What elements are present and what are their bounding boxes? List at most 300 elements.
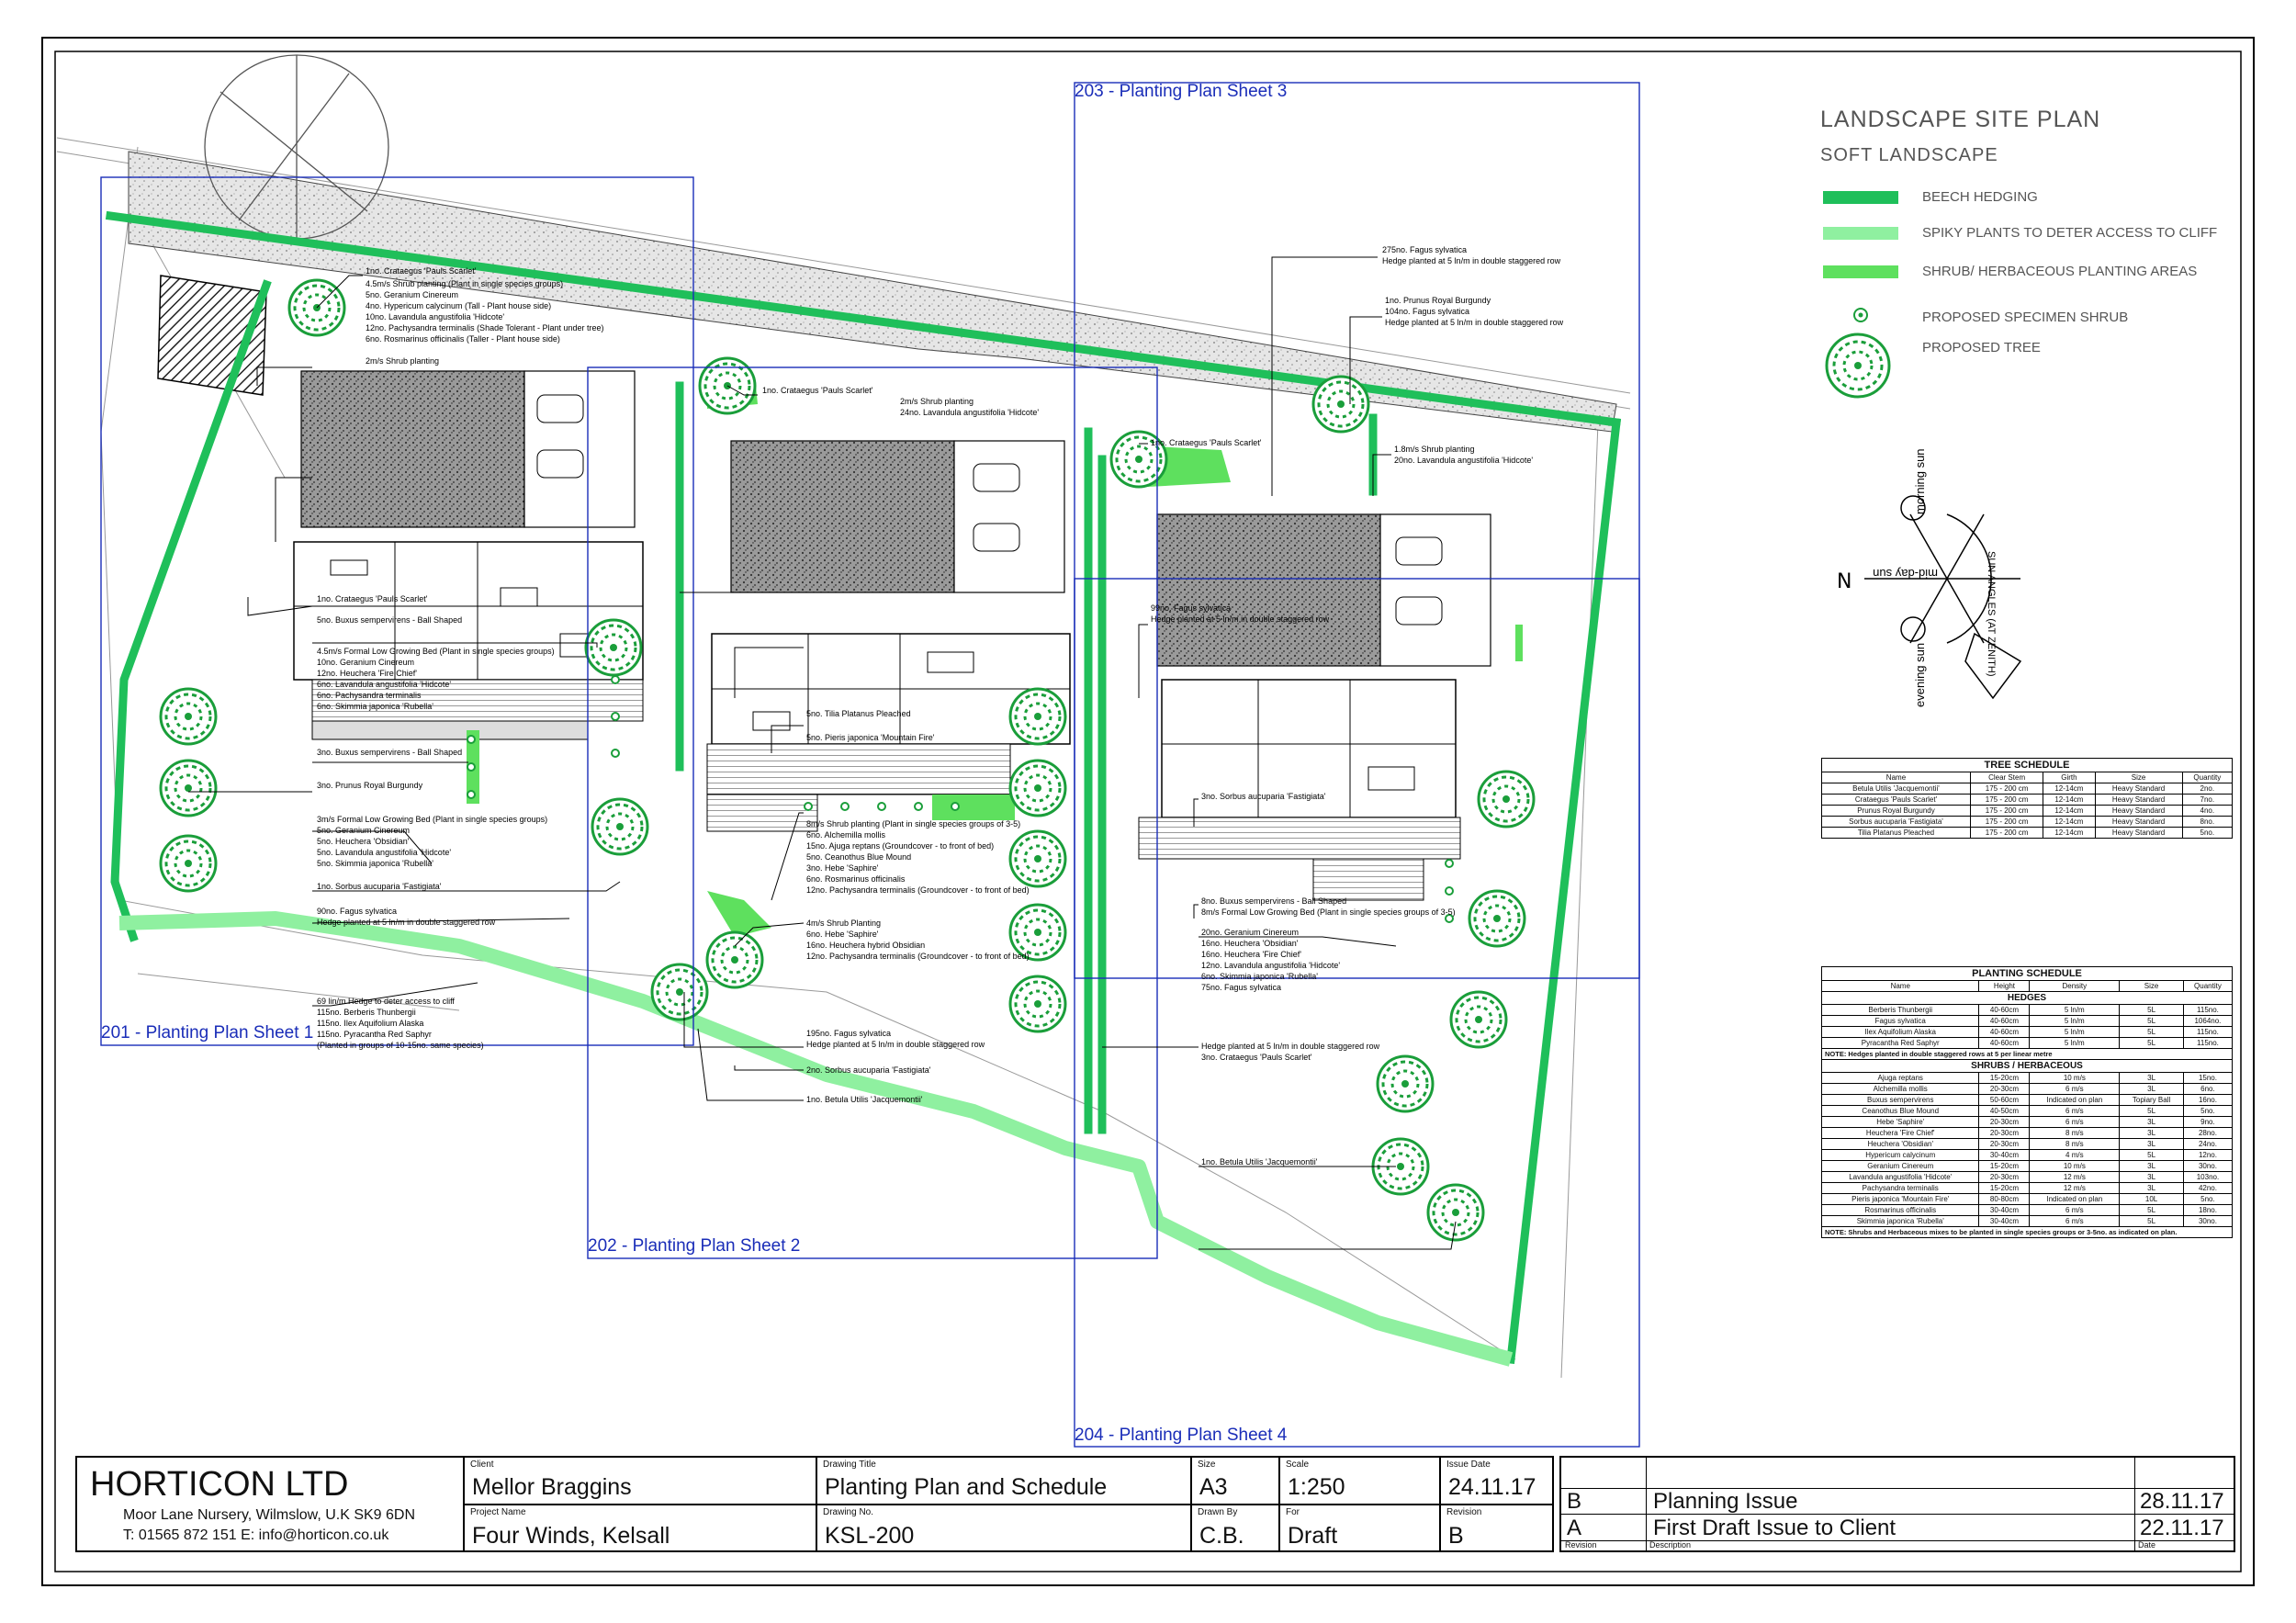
table-cell: 115no.: [2183, 1027, 2232, 1038]
column-header: Size: [2095, 772, 2182, 783]
table-row: [1822, 828, 2233, 839]
issue-date-cell: [1439, 1458, 1552, 1505]
table-row: [1822, 1216, 2233, 1227]
table-cell: 4no.: [2182, 806, 2232, 817]
plant-annotation: 1.8m/s Shrub planting: [1394, 445, 1475, 454]
table-cell: 20-30cm: [1979, 1128, 2030, 1139]
plant-annotation: 6no. Pachysandra terminalis: [317, 691, 422, 700]
table-cell: 30-40cm: [1979, 1205, 2030, 1216]
project-cell: [463, 1505, 816, 1552]
tree-schedule-title: TREE SCHEDULE: [1822, 759, 2233, 772]
plant-annotation: 10no. Geranium Cinereum: [317, 658, 415, 667]
scale-label: Scale: [1286, 1460, 1310, 1470]
column-header: Size: [2120, 981, 2184, 992]
drawn-by-cell: [1190, 1505, 1278, 1552]
tree-icon: [1823, 331, 1898, 404]
table-row: [1822, 806, 2233, 817]
table-cell: Buxus sempervirens: [1822, 1095, 1979, 1106]
table-row: [1822, 1128, 2233, 1139]
table-cell: Pyracantha Red Saphyr: [1822, 1038, 1979, 1049]
plant-annotation: 6no. Rosmarinus officinalis: [806, 874, 906, 884]
plant-annotation: 12no. Heuchera 'Fire Chief': [317, 669, 417, 678]
plant-annotation: 5no. Geranium Cinereum: [366, 290, 459, 299]
table-cell: 20-30cm: [1979, 1172, 2030, 1183]
column-header: Girth: [2043, 772, 2095, 783]
table-cell: 40-60cm: [1979, 1016, 2030, 1027]
plant-annotation: 12no. Pachysandra terminalis (Shade Tolerant - Plant under tree): [366, 323, 604, 332]
table-cell: 42no.: [2183, 1183, 2232, 1194]
table-cell: Pachysandra terminalis: [1822, 1183, 1979, 1194]
table-cell: 10 m/s: [2030, 1073, 2120, 1084]
plant-annotation: 10no. Lavandula angustifolia 'Hidcote': [366, 312, 505, 321]
table-cell: Alchemilla mollis: [1822, 1084, 1979, 1095]
plant-annotation: 6no. Hebe 'Saphire': [806, 930, 879, 939]
plant-annotation: 3m/s Formal Low Growing Bed (Plant in single species groups): [317, 815, 548, 824]
plant-annotation: 3no. Crataegus 'Pauls Scarlet': [1201, 1053, 1312, 1062]
table-cell: Ajuga reptans: [1822, 1073, 1979, 1084]
plant-annotation: 6no. Rosmarinus officinalis (Taller - Plant house side): [366, 334, 560, 344]
table-cell: 20-30cm: [1979, 1084, 2030, 1095]
table-cell: 175 - 200 cm: [1970, 828, 2043, 839]
column-header: Name: [1822, 981, 1979, 992]
table-cell: 12-14cm: [2043, 817, 2095, 828]
table-cell: 175 - 200 cm: [1970, 817, 2043, 828]
table-cell: 8 m/s: [2030, 1139, 2120, 1150]
table-cell: 4 m/s: [2030, 1150, 2120, 1161]
table-cell: Topiary Ball: [2120, 1095, 2184, 1106]
table-cell: 16no.: [2183, 1095, 2232, 1106]
table-cell: Pieris japonica 'Mountain Fire': [1822, 1194, 1979, 1205]
plant-annotation: 4no. Hypericum calycinum (Tall - Plant house side): [366, 301, 552, 310]
table-row: [1822, 1139, 2233, 1150]
plant-annotation: 1no. Crataegus 'Pauls Scarlet': [1151, 438, 1262, 447]
table-row: [1822, 1016, 2233, 1027]
legend-label: PROPOSED TREE: [1922, 340, 2041, 355]
table-row: [1822, 795, 2233, 806]
plant-annotation: 104no. Fagus sylvatica: [1385, 307, 1470, 316]
title-block: [75, 1456, 1554, 1552]
plant-annotation: Hedge planted at 5 ln/m in double staggered row: [1385, 318, 1564, 327]
table-cell: Heavy Standard: [2095, 806, 2182, 817]
table-cell: 3L: [2120, 1172, 2184, 1183]
table-cell: 40-60cm: [1979, 1027, 2030, 1038]
plant-annotation: 275no. Fagus sylvatica: [1382, 245, 1468, 254]
drawn-by-label: Drawn By: [1198, 1507, 1238, 1517]
table-cell: 12-14cm: [2043, 806, 2095, 817]
scale-cell: [1278, 1458, 1439, 1505]
plant-annotation: 6no. Alchemilla mollis: [806, 830, 886, 840]
table-cell: 6 m/s: [2030, 1106, 2120, 1117]
table-cell: Lavandula angustifolia 'Hidcote': [1822, 1172, 1979, 1183]
table-cell: 1064no.: [2183, 1016, 2232, 1027]
table-row: [1822, 783, 2233, 795]
table-cell: 6no.: [2183, 1084, 2232, 1095]
for-cell: [1278, 1505, 1439, 1552]
plant-annotation: 5no. Pieris japonica 'Mountain Fire': [806, 733, 935, 742]
table-cell: 6 m/s: [2030, 1084, 2120, 1095]
plant-annotation: 6no. Skimmia japonica 'Rubella': [1201, 972, 1319, 981]
column-header: Clear Stem: [1970, 772, 2043, 783]
sheet-label-1: 201 - Planting Plan Sheet 1: [101, 1023, 314, 1043]
table-cell: Indicated on plan: [2030, 1095, 2120, 1106]
legend-item-beech-hedging: [1823, 189, 2038, 205]
table-cell: 30-40cm: [1979, 1216, 2030, 1227]
plant-annotation: Hedge planted at 5 ln/m in double staggered row: [806, 1040, 985, 1049]
plant-annotation: 4.5m/s Formal Low Growing Bed (Plant in single species groups): [317, 647, 555, 656]
plant-annotation: 5no. Lavandula angustifolia 'Hidcote': [317, 848, 452, 857]
table-cell: 3L: [2120, 1183, 2184, 1194]
column-header: Name: [1822, 772, 1971, 783]
table-cell: 175 - 200 cm: [1970, 806, 2043, 817]
plant-annotation: 20no. Geranium Cinereum: [1201, 928, 1300, 937]
plant-annotation: 6no. Skimmia japonica 'Rubella': [317, 702, 434, 711]
legend-label: SHRUB/ HERBACEOUS PLANTING AREAS: [1922, 264, 2198, 279]
planting-schedule-title: PLANTING SCHEDULE: [1822, 967, 2233, 981]
evening-sun-label: evening sun: [1913, 642, 1927, 707]
column-header: Quantity: [2183, 981, 2232, 992]
revision-value: B: [1448, 1523, 1464, 1549]
table-row: [1822, 1073, 2233, 1084]
table-row: [1822, 1205, 2233, 1216]
table-cell: Prunus Royal Burgundy: [1822, 806, 1971, 817]
issue-date-value: 24.11.17: [1448, 1474, 1536, 1500]
table-cell: Berberis Thunbergii: [1822, 1005, 1979, 1016]
morning-sun-label: morning sun: [1913, 448, 1927, 514]
table-row: [1822, 1095, 2233, 1106]
plant-annotation: 2m/s Shrub planting: [900, 397, 974, 406]
plant-annotation: 3no. Prunus Royal Burgundy: [317, 781, 423, 790]
plant-annotation: 5no. Skimmia japonica 'Rubella': [317, 859, 434, 868]
table-cell: 175 - 200 cm: [1970, 783, 2043, 795]
plant-annotation: 8no. Buxus sempervirens - Ball Shaped: [1201, 896, 1347, 906]
table-cell: 20-30cm: [1979, 1117, 2030, 1128]
date-header: Date: [2138, 1540, 2156, 1550]
table-cell: 5L: [2120, 1016, 2184, 1027]
table-cell: 3L: [2120, 1117, 2184, 1128]
plant-annotation: 1no. Crataegus 'Pauls Scarlet': [317, 594, 428, 603]
revision-description: Planning Issue: [1653, 1489, 1798, 1514]
revision-code: B: [1567, 1489, 1582, 1514]
table-cell: Heuchera 'Obsidian': [1822, 1139, 1979, 1150]
plant-annotation: 4m/s Shrub Planting: [806, 919, 882, 928]
table-row: [1822, 1005, 2233, 1016]
sheet-label-4: 204 - Planting Plan Sheet 4: [1075, 1426, 1288, 1445]
company-name: HORTICON LTD: [90, 1465, 349, 1504]
table-cell: 12-14cm: [2043, 795, 2095, 806]
plant-annotation: 2no. Sorbus aucuparia 'Fastigiata': [806, 1065, 931, 1075]
plant-annotation: 5no. Ceanothus Blue Mound: [806, 852, 912, 862]
table-cell: 6 m/s: [2030, 1216, 2120, 1227]
table-cell: 5L: [2120, 1038, 2184, 1049]
table-cell: 12-14cm: [2043, 783, 2095, 795]
table-cell: 6 m/s: [2030, 1205, 2120, 1216]
table-cell: 12no.: [2183, 1150, 2232, 1161]
table-cell: 28no.: [2183, 1128, 2232, 1139]
plant-annotation: 99no. Fagus sylvatica: [1151, 603, 1232, 613]
table-cell: 5 ln/m: [2030, 1027, 2120, 1038]
shrubs-note: NOTE: Shrubs and Herbaceous mixes to be planted in single species groups or 3-5no. as indicated on plan.: [1822, 1227, 2233, 1238]
drawing-title-cell: [816, 1458, 1190, 1505]
revision-date: 28.11.17: [2140, 1489, 2224, 1514]
drawing-no-value: KSL-200: [825, 1523, 915, 1549]
drawing-title-value: Planting Plan and Schedule: [825, 1474, 1108, 1500]
table-cell: 10L: [2120, 1194, 2184, 1205]
table-cell: 24no.: [2183, 1139, 2232, 1150]
table-cell: 5 ln/m: [2030, 1016, 2120, 1027]
table-cell: 80-80cm: [1979, 1194, 2030, 1205]
table-cell: Ceanothus Blue Mound: [1822, 1106, 1979, 1117]
plant-annotation: Hedge planted at 5 ln/m in double staggered row: [1201, 1042, 1380, 1051]
hedges-note: NOTE: Hedges planted in double staggered rows at 5 per linear metre: [1822, 1049, 2233, 1060]
sheet-label-2: 202 - Planting Plan Sheet 2: [588, 1236, 801, 1256]
plant-annotation: 115no. Ilex Aquifolium Alaska: [317, 1019, 424, 1028]
table-cell: Betula Utilis 'Jacquemontii': [1822, 783, 1971, 795]
table-cell: 30-40cm: [1979, 1150, 2030, 1161]
plant-annotation: (Planted in groups of 10-15no. same species): [317, 1041, 484, 1050]
plant-annotation: 195no. Fagus sylvatica: [806, 1029, 892, 1038]
plant-annotation: 8m/s Shrub planting (Plant in single species groups of 3-5): [806, 819, 1021, 828]
table-row: [1822, 1117, 2233, 1128]
table-cell: 5no.: [2183, 1194, 2232, 1205]
hedges-subheader: HEDGES: [1822, 992, 2233, 1005]
drawing-no-cell: [816, 1505, 1190, 1552]
revision-cell: [1439, 1505, 1552, 1552]
plant-annotation: 6no. Lavandula angustifolia 'Hidcote': [317, 680, 452, 689]
plant-annotation: 115no. Berberis Thunbergii: [317, 1008, 416, 1017]
project-value: Four Winds, Kelsall: [472, 1523, 670, 1549]
revision-table: [1559, 1456, 2235, 1552]
table-row: [1822, 1106, 2233, 1117]
issue-date-label: Issue Date: [1446, 1460, 1491, 1470]
revision-description: First Draft Issue to Client: [1653, 1516, 1896, 1540]
plant-annotation: 5no. Tilia Platanus Pleached: [806, 709, 911, 718]
table-cell: 30no.: [2183, 1161, 2232, 1172]
table-cell: Hypericum calycinum: [1822, 1150, 1979, 1161]
table-cell: Heavy Standard: [2095, 817, 2182, 828]
plant-annotation: 3no. Buxus sempervirens - Ball Shaped: [317, 748, 463, 757]
shrub-band-icon: [1823, 265, 1898, 278]
client-value: Mellor Braggins: [472, 1474, 632, 1500]
table-cell: Skimmia japonica 'Rubella': [1822, 1216, 1979, 1227]
table-row: [1822, 1194, 2233, 1205]
plant-annotation: 5no. Heuchera 'Obsidian': [317, 837, 410, 846]
table-cell: Fagus sylvatica: [1822, 1016, 1979, 1027]
revision-row: [1561, 1488, 2234, 1515]
plant-annotation: 12no. Lavandula angustifolia 'Hidcote': [1201, 961, 1341, 970]
plant-annotation: 4.5m/s Shrub planting (Plant in single species groups): [366, 279, 564, 288]
midday-sun-label: mid-day sun: [1873, 567, 1938, 580]
drawn-by-value: C.B.: [1199, 1523, 1244, 1549]
table-cell: 8no.: [2182, 817, 2232, 828]
table-cell: 7no.: [2182, 795, 2232, 806]
table-cell: Ilex Aquifolium Alaska: [1822, 1027, 1979, 1038]
table-row: [1822, 1172, 2233, 1183]
table-row: [1822, 1161, 2233, 1172]
shrubs-subheader: SHRUBS / HERBACEOUS: [1822, 1060, 2233, 1073]
plant-annotation: 16no. Heuchera hybrid Obsidian: [806, 941, 926, 950]
table-cell: 30no.: [2183, 1216, 2232, 1227]
table-row: [1822, 817, 2233, 828]
plant-annotation: 3no. Sorbus aucuparia 'Fastigiata': [1201, 792, 1326, 801]
plant-annotation: 1no. Betula Utilis 'Jacquemontii': [1201, 1157, 1318, 1167]
table-row: [1822, 1150, 2233, 1161]
table-cell: 103no.: [2183, 1172, 2232, 1183]
table-cell: Sorbus aucuparia 'Fastigiata': [1822, 817, 1971, 828]
table-cell: 5 ln/m: [2030, 1038, 2120, 1049]
for-value: Draft: [1288, 1523, 1338, 1549]
legend-subtitle: SOFT LANDSCAPE: [1820, 145, 1998, 165]
table-cell: 3L: [2120, 1073, 2184, 1084]
plant-annotation: 75no. Fagus sylvatica: [1201, 983, 1282, 992]
plant-annotation: 5no. Geranium Cinereum: [317, 826, 411, 835]
column-header: Height: [1979, 981, 2030, 992]
table-cell: 5L: [2120, 1216, 2184, 1227]
scale-value: 1:250: [1288, 1474, 1345, 1500]
table-cell: 5L: [2120, 1005, 2184, 1016]
table-cell: 5L: [2120, 1027, 2184, 1038]
plant-annotation: 1no. Crataegus 'Pauls Scarlet': [366, 266, 477, 276]
table-cell: 3L: [2120, 1084, 2184, 1095]
company-address: Moor Lane Nursery, Wilmslow, U.K SK9 6DN: [123, 1507, 416, 1523]
plant-annotation: 3no. Hebe 'Saphire': [806, 863, 879, 873]
plant-annotation: 1no. Prunus Royal Burgundy: [1385, 296, 1491, 305]
plant-annotation: Hedge planted at 5 ln/m in double staggered row: [1382, 256, 1561, 265]
plant-annotation: 16no. Heuchera 'Fire Chief': [1201, 950, 1301, 959]
table-cell: Crataegus 'Pauls Scarlet': [1822, 795, 1971, 806]
table-cell: 8 m/s: [2030, 1128, 2120, 1139]
legend-title: LANDSCAPE SITE PLAN: [1820, 107, 2101, 132]
table-cell: 18no.: [2183, 1205, 2232, 1216]
legend-label: SPIKY PLANTS TO DETER ACCESS TO CLIFF: [1922, 225, 2218, 241]
light-green-band-icon: [1823, 227, 1898, 240]
table-cell: Rosmarinus officinalis: [1822, 1205, 1979, 1216]
table-cell: 3L: [2120, 1161, 2184, 1172]
plant-annotation: 5no. Buxus sempervirens - Ball Shaped: [317, 615, 463, 625]
plant-annotation: 12no. Pachysandra terminalis (Groundcover - to front of bed): [806, 952, 1030, 961]
drawing-no-label: Drawing No.: [823, 1507, 874, 1517]
table-cell: 115no.: [2183, 1038, 2232, 1049]
sun-angles-label: SUN ANGLES (AT ZENITH): [1986, 551, 1997, 677]
table-cell: 3L: [2120, 1139, 2184, 1150]
plant-annotation: Hedge planted at 5 ln/m in double staggered row: [317, 918, 496, 927]
table-cell: Heavy Standard: [2095, 795, 2182, 806]
table-cell: 175 - 200 cm: [1970, 795, 2043, 806]
company-contact: T: 01565 872 151 E: info@horticon.co.uk: [123, 1527, 389, 1543]
table-cell: Heuchera 'Fire Chief': [1822, 1128, 1979, 1139]
plant-annotation: 16no. Heuchera 'Obsidian': [1201, 939, 1299, 948]
table-cell: 6 m/s: [2030, 1117, 2120, 1128]
plant-annotation: 1no. Crataegus 'Pauls Scarlet': [762, 386, 873, 395]
table-cell: Heavy Standard: [2095, 783, 2182, 795]
table-cell: Indicated on plan: [2030, 1194, 2120, 1205]
plant-annotation: 8m/s Formal Low Growing Bed (Plant in single species groups of 3-5): [1201, 907, 1456, 917]
plant-annotation: 12no. Pachysandra terminalis (Groundcover - to front of bed): [806, 885, 1030, 895]
legend-label: PROPOSED SPECIMEN SHRUB: [1922, 309, 2129, 325]
table-cell: 2no.: [2182, 783, 2232, 795]
table-cell: 10 m/s: [2030, 1161, 2120, 1172]
revision-header: Revision: [1565, 1540, 1597, 1550]
table-cell: 5L: [2120, 1205, 2184, 1216]
plant-annotation: 2m/s Shrub planting: [366, 356, 440, 366]
table-row: [1822, 1027, 2233, 1038]
tree-schedule-header: [1822, 772, 2233, 783]
description-header: Description: [1649, 1540, 1692, 1550]
table-row: [1822, 1084, 2233, 1095]
table-cell: 115no.: [2183, 1005, 2232, 1016]
plant-annotation: 15no. Ajuga reptans (Groundcover - to front of bed): [806, 841, 995, 851]
for-label: For: [1286, 1507, 1300, 1517]
legend-item-specimen-shrub: [1823, 306, 2128, 328]
planting-schedule-table: [1821, 966, 2233, 1238]
table-cell: 50-60cm: [1979, 1095, 2030, 1106]
table-cell: 15-20cm: [1979, 1073, 2030, 1084]
table-cell: 9no.: [2183, 1117, 2232, 1128]
column-header: Quantity: [2182, 772, 2232, 783]
table-cell: 15-20cm: [1979, 1183, 2030, 1194]
table-cell: 5L: [2120, 1150, 2184, 1161]
table-cell: 15no.: [2183, 1073, 2232, 1084]
size-cell: [1190, 1458, 1278, 1505]
dark-green-band-icon: [1823, 191, 1898, 204]
table-cell: 40-60cm: [1979, 1038, 2030, 1049]
column-header: Density: [2030, 981, 2120, 992]
table-cell: 12 m/s: [2030, 1183, 2120, 1194]
tree-schedule-table: [1821, 758, 2233, 839]
plant-annotation: Hedge planted at 5 ln/m in double staggered row: [1151, 614, 1330, 624]
table-cell: 3L: [2120, 1128, 2184, 1139]
table-cell: 12 m/s: [2030, 1172, 2120, 1183]
table-cell: Geranium Cinereum: [1822, 1161, 1979, 1172]
plant-annotation: 1no. Betula Utilis 'Jacquemontii': [806, 1095, 923, 1104]
revision-row: [1561, 1515, 2234, 1540]
table-cell: 5no.: [2182, 828, 2232, 839]
client-cell: [463, 1458, 816, 1505]
plant-annotation: 115no. Pyracantha Red Saphyr: [317, 1030, 432, 1039]
size-label: Size: [1198, 1460, 1216, 1470]
table-cell: Hebe 'Saphire': [1822, 1117, 1979, 1128]
table-cell: 15-20cm: [1979, 1161, 2030, 1172]
plant-annotation: 69 lin/m Hedge to deter access to cliff: [317, 997, 455, 1006]
planting-schedule-header: [1822, 981, 2233, 992]
plant-annotation: 1no. Sorbus aucuparia 'Fastigiata': [317, 882, 442, 891]
table-cell: 5L: [2120, 1106, 2184, 1117]
specimen-shrub-icon: [1823, 306, 1898, 328]
table-cell: 20-30cm: [1979, 1139, 2030, 1150]
plant-annotation: 90no. Fagus sylvatica: [317, 907, 398, 916]
north-label: N: [1837, 570, 1852, 593]
drawing-title-label: Drawing Title: [823, 1460, 876, 1470]
table-cell: 40-60cm: [1979, 1005, 2030, 1016]
table-row: [1822, 1038, 2233, 1049]
plant-annotation: 20no. Lavandula angustifolia 'Hidcote': [1394, 456, 1534, 465]
sheet-label-3: 203 - Planting Plan Sheet 3: [1075, 82, 1288, 101]
table-cell: Heavy Standard: [2095, 828, 2182, 839]
legend-item-shrub-areas: [1823, 264, 2197, 279]
table-cell: 40-50cm: [1979, 1106, 2030, 1117]
table-row: [1822, 1183, 2233, 1194]
plant-annotation: 24no. Lavandula angustifolia 'Hidcote': [900, 408, 1040, 417]
legend-item-spiky-plants: [1823, 225, 2217, 241]
table-cell: 5 ln/m: [2030, 1005, 2120, 1016]
legend-label: BEECH HEDGING: [1922, 189, 2038, 205]
client-label: Client: [470, 1460, 494, 1470]
size-value: A3: [1199, 1474, 1228, 1500]
legend-item-proposed-tree: [1823, 331, 2041, 404]
project-label: Project Name: [470, 1507, 526, 1517]
table-cell: 5no.: [2183, 1106, 2232, 1117]
table-cell: Tilia Platanus Pleached: [1822, 828, 1971, 839]
revision-code: A: [1567, 1516, 1582, 1540]
